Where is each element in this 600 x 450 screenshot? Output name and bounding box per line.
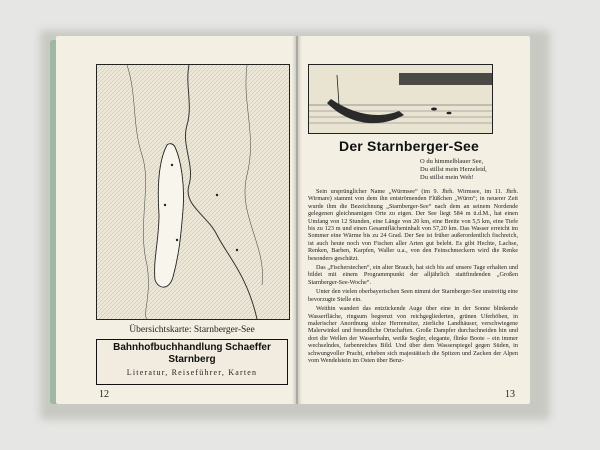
- map-caption: Übersichtskarte: Starnberger-See: [129, 325, 255, 335]
- page-number-left: 12: [99, 389, 109, 400]
- boat-illustration: [308, 64, 493, 134]
- lake-map: [96, 64, 290, 320]
- chapter-title: Der Starnberger-See: [339, 138, 479, 154]
- poem-line: Du stillst mein Herzeleid,: [420, 166, 487, 173]
- body-text: [308, 188, 518, 366]
- poem: [420, 158, 520, 182]
- ad-line-3: Literatur, Reiseführer, Karten: [126, 368, 258, 377]
- page-number-right: 13: [505, 389, 515, 400]
- ad-line-1: Bahnhofbuchhandlung Schaeffer: [113, 342, 271, 353]
- bookshop-advertisement: [96, 339, 288, 385]
- paragraph: Sein ursprünglicher Name „Würmsee“ (im 9. Jhrh. Wirmsee, im 11. Jhrh. Wirmare) stammt von dem ihn entströmenden Flüßchen „Würm“; in neuerer Zeit wurde ihm die Bezeichnung „Starnberger-See“ nach dem an seinem Nordende gelegenen gleichnamigen Orte zu eigen. Der See liegt 584 m ü.d.M., hat einen Umfang von 12 Stunden, eine Länge von 20 km, eine Breite von 5,5 km, eine Tiefe bis zu 123 m und einen Gesamtflächeninhalt von 57,20 km. Das Wasser erreicht im Sommer eine Wärme bis zu 24 Grad. Der See ist früher außerordentlich fischreich, ist auch heute noch von Fischen aller Arten gut belebt. Es gibt Hechte, Lachse, Renken, Barben, Karpfen, Waller u.a., von den Feinschmeckern wird die Renke besonders geschätzt.: [308, 188, 518, 262]
- paragraph: Unter den vielen oberbayerischen Seen nimmt der Starnberger-See unstreitig eine bevorzugte Stelle ein.: [308, 288, 518, 303]
- paragraph: Weithin wandert das entzückende Auge über eine in der Sonne blinkende Wasserfläche, ringsum begrenzt von reichgegliederten, grünen Uferhöhen, in malerischer Anordnung stolze Herrensitze, zierliche Landhäuser, verschwiegene Malerwinkel und freundliche Ortschaften. Große Dampfer durchschneiden hin und dort die Wellen der Wasserbahn, weiße Segler, elegante, flinke Boote – ein immer wechselndes, farbenreiches Bild. Und über dem Wasserspiegel gegen Süden, in schwungvoller Pracht, erheben sich majestätisch die Spitzen und Zacken der Alpen vom Wendelstein im Osten über Benz-: [308, 305, 518, 364]
- paragraph: Das „Fischerstechen“, ein alter Brauch, hat sich bis auf unsere Tage erhalten und bildet mit einem Programmpunkt der alljährlich stattfindenden „Großen Starnberger-See-Woche“.: [308, 264, 518, 286]
- poem-line: Du stillst mein Weh!: [420, 174, 474, 181]
- poem-line: O du himmelblauer See,: [420, 158, 484, 165]
- ad-line-2: Starnberg: [168, 354, 216, 365]
- book-gutter: [292, 36, 302, 404]
